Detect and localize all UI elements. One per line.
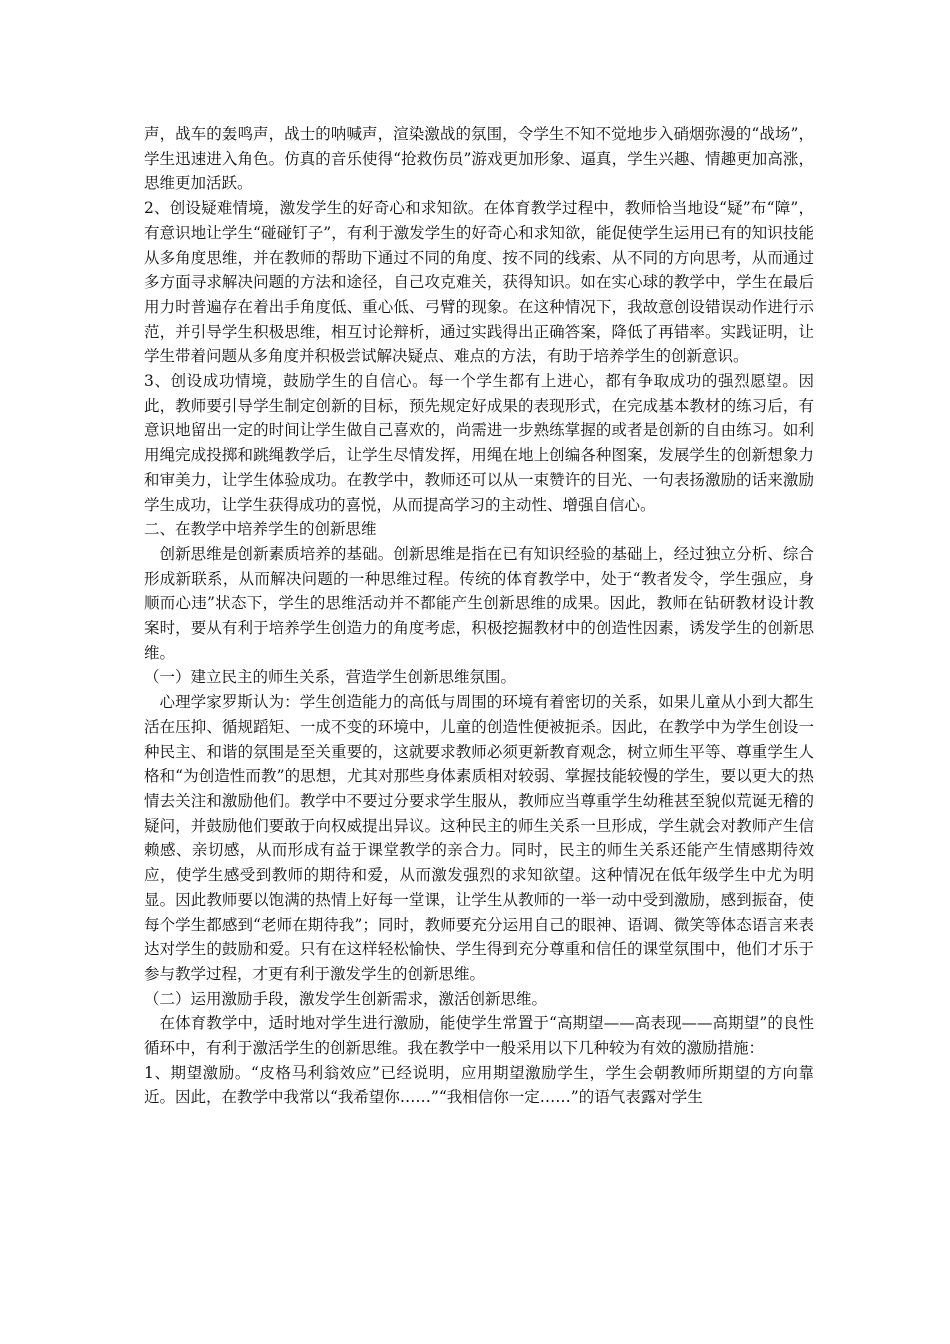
body-paragraph: 创新思维是创新素质培养的基础。创新思维是指在已有知识经验的基础上，经过独立分析、综合形成新联系，从而解决问题的一种思维过程。传统的体育教学中，处于“教者发令，学生强应，身顺而心违”状态下，学生的思维活动并不都能产生创新思维的成果。因此，教师在钻研教材设计教案时，要从有利于培养学生创造力的角度考虑，积极挖掘教材中的创造性因素，诱发学生的创新思维。 <box>144 544 814 662</box>
body-paragraph: 在体育教学中，适时地对学生进行激励，能使学生常置于“高期望——高表现——高期望”的良性循环中，有利于激活学生的创新思维。我在教学中一般采用以下几种较为有效的激励措施： <box>144 1014 814 1058</box>
body-paragraph: 心理学家罗斯认为：学生创造能力的高低与周围的环境有着密切的关系，如果儿童从小到大都生活在压抑、循规蹈矩、一成不变的环境中，儿童的创造性便被扼杀。因此，在教学中为学生创设一种民主、和谐的氛围是至关重要的，这就要求教师必须更新教育观念，树立师生平等、尊重学生人格和“为创造性而教”的思想，尤其对那些身体素质相对较弱、掌握技能较慢的学生，要以更大的热情去关注和激励他们。教学中不要过分要求学生服从，教师应当尊重学生幼稚甚至貌似荒诞无稽的疑问，并鼓励他们要敢于向权威提出异议。这种民主的师生关系一旦形成，学生就会对教师产生信赖感、亲切感，从而形成有益于课堂教学的亲合力。同时，民主的师生关系还能产生情感期待效应，使学生感受到教师的期待和爱，从而激发强烈的求知欲望。这种情况在低年级学生中尤为明显。因此教师要以饱满的热情上好每一堂课，让学生从教师的一举一动中受到激励，感到振奋，使每个学生都感到“老师在期待我”；同时，教师要充分运用自己的眼神、语调、微笑等体态语言来表达对学生的鼓励和爱。只有在这样轻松愉快、学生得到充分尊重和信任的课堂氛围中，他们才乐于参与教学过程，才更有利于激发学生的创新思维。 <box>144 693 814 983</box>
document-page <box>144 122 814 1110</box>
body-paragraph: 2、创设疑难情境，激发学生的好奇心和求知欲。在体育教学过程中，教师恰当地设“疑”布“障”，有意识地让学生“碰碰钉子”，有利于激发学生的好奇心和求知欲，能促使学生运用已有的知识技能从多角度思维，并在教师的帮助下通过不同的角度、按不同的线索、从不同的方向思考，从而通过多方面寻求解决问题的方法和途径，自己攻克难关，获得知识。如在实心球的教学中，学生在最后用力时普遍存在着出手角度低、重心低、弓臂的现象。在这种情况下，我故意创设错误动作进行示范，并引导学生积极思维，相互讨论辩析，通过实践得出正确答案，降低了再错率。实践证明，让学生带着问题从多角度并积极尝试解决疑点、难点的方法，有助于培养学生的创新意识。 <box>144 199 814 366</box>
body-paragraph: 声，战车的轰鸣声，战士的呐喊声，渲染激战的氛围，令学生不知不觉地步入硝烟弥漫的“战场”，学生迅速进入角色。仿真的音乐使得“抢救伤员”游戏更加形象、逼真，学生兴趣、情趣更加高涨，思维更加活跃。 <box>144 125 814 193</box>
subsection-heading: （二）运用激励手段，激发学生创新需求，激活创新思维。 <box>144 989 548 1008</box>
body-paragraph: 3、创设成功情境，鼓励学生的自信心。每一个学生都有上进心，都有争取成功的强烈愿望。因此，教师要引导学生制定创新的目标，预先规定好成果的表现形式，在完成基本教材的练习后，有意识地留出一定的时间让学生做自己喜欢的，尚需进一步熟练掌握的或者是创新的自由练习。如利用绳完成投掷和跳绳教学后，让学生尽情发挥，用绳在地上创编各种图案，发展学生的创新想象力和审美力，让学生体验成功。在教学中，教师还可以从一束赞许的目光、一句表扬激励的话来激励学生成功，让学生获得成功的喜悦，从而提高学习的主动性、增强自信心。 <box>144 372 814 514</box>
section-heading: 二、在教学中培养学生的创新思维 <box>144 520 377 539</box>
body-paragraph: 1、期望激励。“皮格马利翁效应”已经说明，应用期望激励学生，学生会朝教师所期望的方向靠近。因此，在教学中我常以“我希望你……”“我相信你一定……”的语气表露对学生 <box>144 1063 814 1107</box>
subsection-heading: （一）建立民主的师生关系，营造学生创新思维氛围。 <box>144 668 517 687</box>
